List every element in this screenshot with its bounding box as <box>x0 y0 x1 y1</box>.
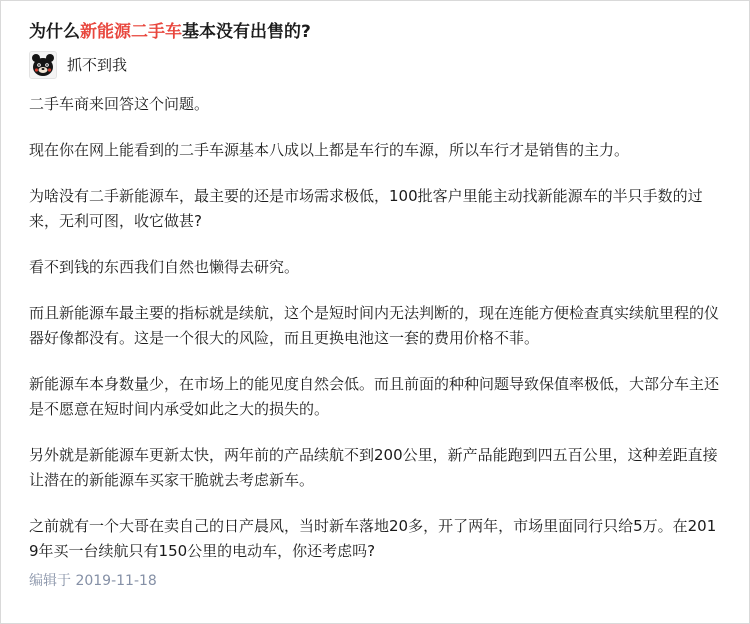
answer-paragraph: 为啥没有二手新能源车，最主要的还是市场需求极低，100批客户里能主动找新能源车的半只手数的过来，无利可图，收它做甚? <box>29 187 703 230</box>
black-bear-avatar-icon[interactable] <box>29 51 57 79</box>
answer-content <box>29 92 721 564</box>
question-title[interactable] <box>29 1 721 44</box>
answer-paragraph: 而且新能源车最主要的指标就是续航，这个是短时间内无法判断的，现在连能方便检查真实续航里程的仪器好像都没有。这是一个很大的风险，而且更换电池这一套的费用价格不菲。 <box>29 304 720 347</box>
answer-paragraph: 另外就是新能源车更新太快，两年前的产品续航不到200公里，新产品能跑到四五百公里，这种差距直接让潜在的新能源车买家干脆就去考虑新车。 <box>29 446 718 489</box>
answer-paragraph: 新能源车本身数量少，在市场上的能见度自然会低。而且前面的种种问题导致保值率极低，大部分车主还是不愿意在短时间内承受如此之大的损失的。 <box>29 375 720 418</box>
question-title-prefix: 为什么 <box>29 22 80 42</box>
author-info <box>29 50 721 80</box>
answer-paragraph: 之前就有一个大哥在卖自己的日产晨风，当时新车落地20多，开了两年，市场里面同行只给5万。在2019年买一台续航只有150公里的电动车，你还考虑吗? <box>29 517 717 560</box>
question-title-suffix: 基本没有出售的? <box>182 22 311 42</box>
author-name[interactable]: 抓不到我 <box>67 56 128 74</box>
question-title-highlight: 新能源二手车 <box>80 22 182 42</box>
answer-paragraph: 二手车商来回答这个问题。 <box>29 95 210 113</box>
answer-paragraph: 现在你在网上能看到的二手车源基本八成以上都是车行的车源，所以车行才是销售的主力。 <box>29 141 630 159</box>
edit-timestamp[interactable]: 编辑于 2019-11-18 <box>29 573 157 589</box>
answer-paragraph: 看不到钱的东西我们自然也懒得去研究。 <box>29 258 300 276</box>
